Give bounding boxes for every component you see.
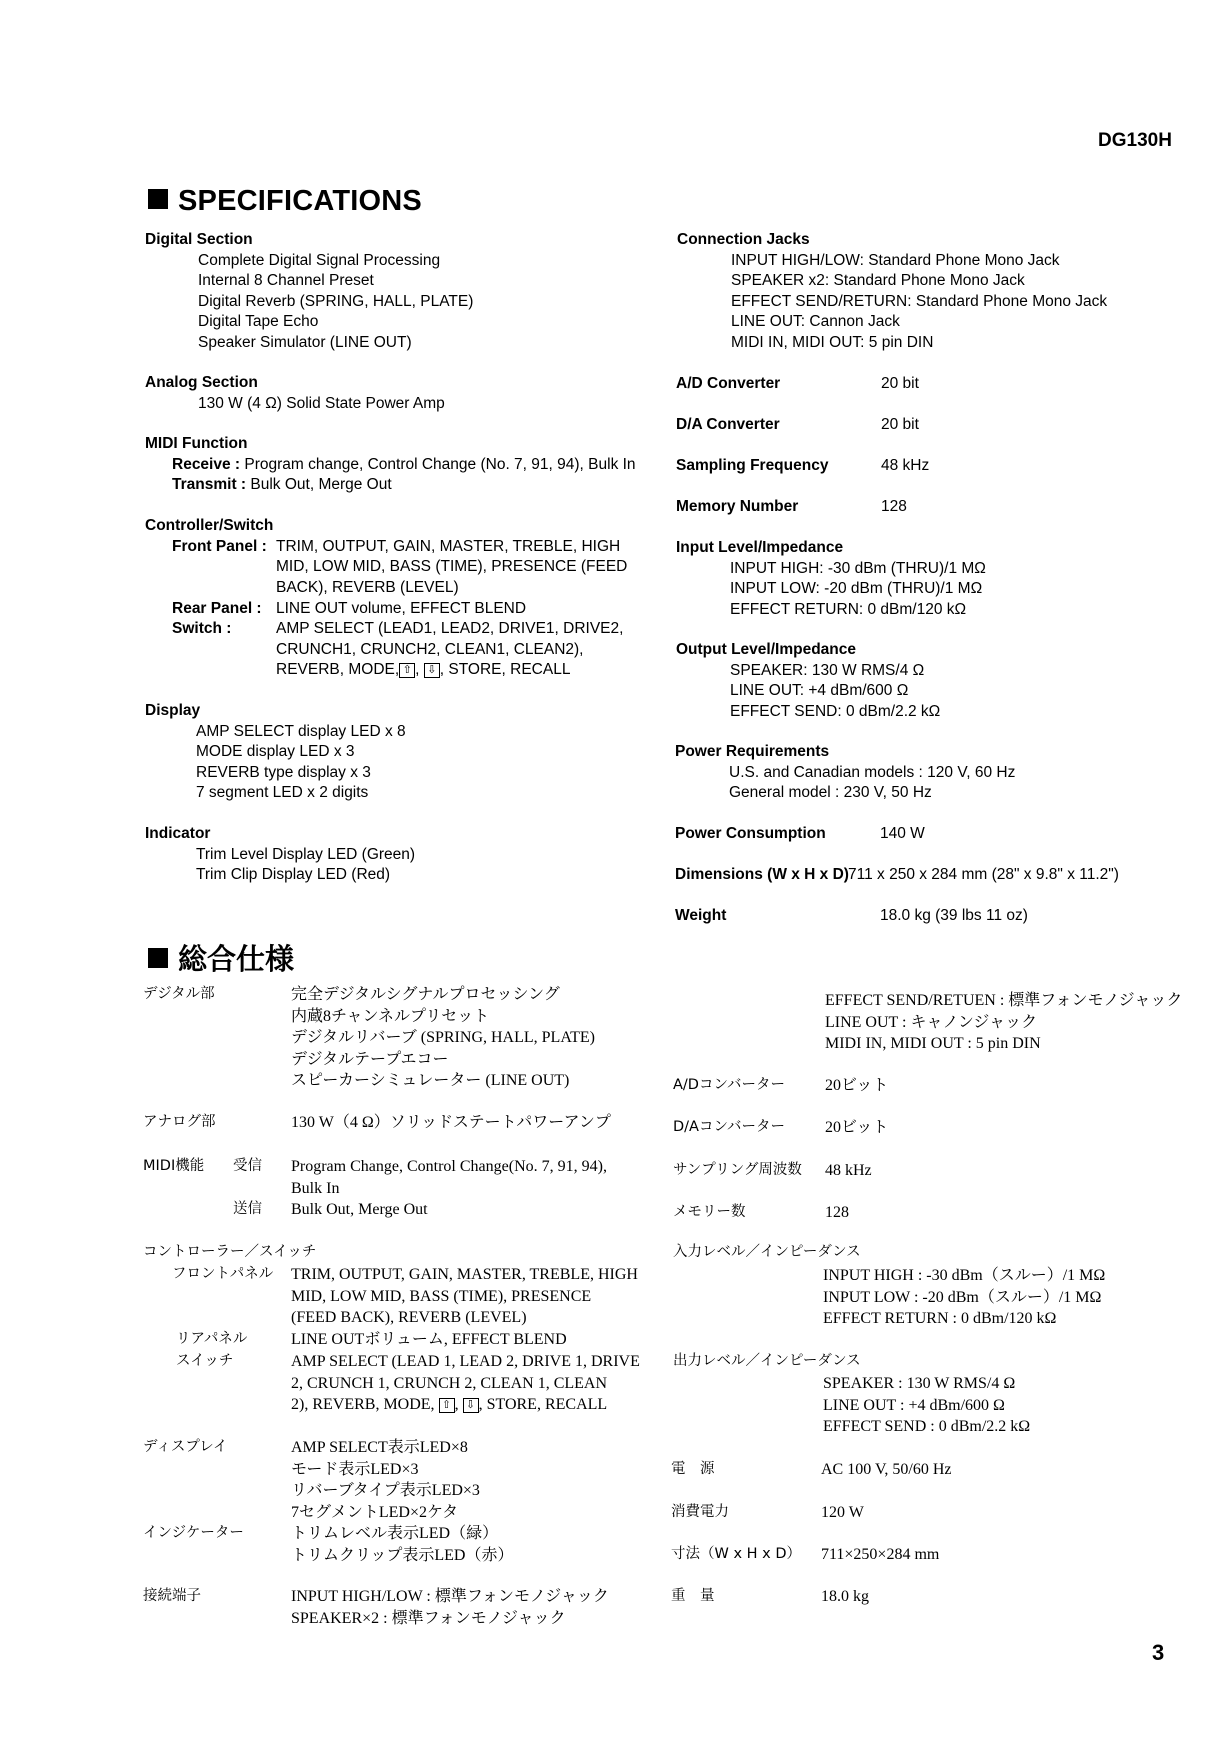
display-jp: AMP SELECT表示LED×8 モード表示LED×3 リバーブタイプ表示LED×3 7セグメントLED×2ケタ (291, 1439, 480, 1521)
page-number: 3 (1152, 1640, 1165, 1665)
square-bullet-icon (148, 948, 168, 968)
up-arrow-icon: ⇧ (399, 663, 415, 678)
ad-converter-jp: 20ビット (825, 1077, 889, 1094)
list-item: Internal 8 Channel Preset (198, 272, 374, 289)
indicator-jp: トリムレベル表示LED（緑） トリムクリップ表示LED（赤） (291, 1525, 514, 1564)
list-item: Digital Tape Echo (198, 313, 319, 330)
list-item: Complete Digital Signal Processing (198, 251, 441, 269)
sampling-frequency: Sampling Frequency (676, 457, 829, 474)
da-converter-jp: 20ビット (825, 1119, 889, 1136)
model-number: DG130H (1098, 130, 1172, 151)
front-panel-jp: TRIM, OUTPUT, GAIN, MASTER, TREBLE, HIGH MID, LOW MID, BASS (TIME), PRESENCE (FEED BACK), REVERB (LEVEL) (291, 1266, 638, 1326)
dimensions: Dimensions (W x H x D) (675, 866, 849, 883)
switch-jp: AMP SELECT (LEAD 1, LEAD 2, DRIVE 1, DRIVE 2, CRUNCH 1, CRUNCH 2, CLEAN 1, CLEAN 2), REVERB, MODE, ⇧ , ⇩ , STORE, RECALL (291, 1353, 640, 1413)
da-converter: D/A Converter (676, 416, 780, 433)
input-level-jp: INPUT HIGH : -30 dBm（スルー）/1 MΩ INPUT LOW : -20 dBm（スルー）/1 MΩ EFFECT RETURN : 0 dBm/120 kΩ (823, 1267, 1106, 1327)
analog-section: Analog Section 130 W (4 Ω) Solid State Power Amp (145, 373, 445, 414)
power-consumption: Power Consumption (675, 825, 826, 842)
ad-converter: A/D Converter (676, 375, 781, 392)
sampling-jp: 48 kHz (825, 1162, 872, 1179)
digital-section-jp: 完全デジタルシグナルプロセッシング 内蔵8チャンネルプリセット デジタルリバーブ (SPRING, HALL, PLATE) デジタルテープエコー スピーカーシミュレーター (LINE OUT) (291, 986, 595, 1089)
specifications-title: SPECIFICATIONS (148, 185, 422, 218)
midi-transmit-jp: Bulk Out, Merge Out (291, 1201, 428, 1218)
output-level-jp: SPEAKER : 130 W RMS/4 Ω LINE OUT : +4 dBm/600 Ω EFFECT SEND : 0 dBm/2.2 kΩ (823, 1375, 1031, 1435)
consumption-jp: 120 W (821, 1504, 864, 1521)
output-level-impedance: Output Level/Impedance SPEAKER: 130 W RMS/4 Ω LINE OUT: +4 dBm/600 Ω EFFECT SEND: 0 dBm/2.2 kΩ (676, 641, 941, 720)
list-item: 130 W (4 Ω) Solid State Power Amp (198, 394, 445, 412)
digital-section: Digital Section Complete Digital Signal Processing Internal 8 Channel Preset Digital Reverb (SPRING, HALL, PLATE) Digital Tape Echo Speaker Simulator (LINE OUT) (145, 230, 665, 353)
indicator-section: Indicator Trim Level Display LED (Green) Trim Clip Display LED (Red) (145, 825, 416, 883)
connection-jacks: Connection Jacks INPUT HIGH/LOW: Standard Phone Mono Jack SPEAKER x2: Standard Phone Mono Jack EFFECT SEND/RETURN: Standard Phone Mono Jack LINE OUT: Cannon Jack MIDI IN, MIDI OUT: 5 pin DIN (677, 231, 1108, 351)
analog-section-jp: 130 W（4 Ω）ソリッドステートパワーアンプ (291, 1114, 611, 1131)
square-bullet-icon (148, 189, 168, 209)
power-jp: AC 100 V, 50/60 Hz (821, 1461, 952, 1478)
display-section: Display AMP SELECT display LED x 8 MODE display LED x 3 REVERB type display x 3 7 segment LED x 2 digits (145, 702, 406, 801)
midi-function: MIDI Function Receive : Program change, Control Change (No. 7, 91, 94), Bulk In Transmit : Bulk Out, Merge Out (145, 435, 636, 493)
weight: Weight (675, 907, 727, 924)
memory-jp: 128 (825, 1204, 849, 1221)
midi-receive-jp: Program Change, Control Change(No. 7, 91, 94), Bulk In (291, 1158, 607, 1197)
weight-jp: 18.0 kg (821, 1588, 869, 1605)
up-arrow-icon: ⇧ (439, 1398, 455, 1413)
rear-panel-jp: LINE OUTボリューム, EFFECT BLEND (291, 1331, 567, 1348)
connection-jp-cont: EFFECT SEND/RETUEN : 標準フォンモノジャック LINE OUT : キャノンジャック MIDI IN, MIDI OUT : 5 pin DIN (825, 992, 1183, 1052)
dimensions-jp: 711×250×284 mm (821, 1546, 940, 1563)
connection-jp: INPUT HIGH/LOW : 標準フォンモノジャック SPEAKER×2 : 標準フォンモノジャック (291, 1588, 609, 1627)
list-item: Digital Reverb (SPRING, HALL, PLATE) (198, 292, 474, 310)
input-level-impedance: Input Level/Impedance INPUT HIGH: -30 dBm (THRU)/1 MΩ INPUT LOW: -20 dBm (THRU)/1 MΩ EFFECT RETURN: 0 dBm/120 kΩ (676, 539, 986, 618)
down-arrow-icon: ⇩ (463, 1398, 479, 1413)
down-arrow-icon: ⇩ (424, 663, 440, 678)
specifications-title-jp: 総合仕様 (148, 937, 294, 978)
controller-switch: Controller/Switch Front Panel : TRIM, OUTPUT, GAIN, MASTER, TREBLE, HIGH MID, LOW MID, BASS (TIME), PRESENCE (FEED BACK), REVERB (LEVEL) Rear Panel : LINE OUT volume, EFFECT BLEND Switch : AMP SELECT (LEAD1, LEAD2, DRIVE1, DRIVE2, CRUNCH1, CRUNCH2, CLEAN1, CLEAN2), REVERB, MODE, ⇧ , ⇩ , STORE, RECALL (145, 517, 628, 678)
power-requirements: Power Requirements U.S. and Canadian models : 120 V, 60 Hz General model : 230 V, 50 Hz (675, 743, 1016, 801)
memory-number: Memory Number (676, 498, 799, 515)
list-item: Speaker Simulator (LINE OUT) (198, 333, 412, 351)
